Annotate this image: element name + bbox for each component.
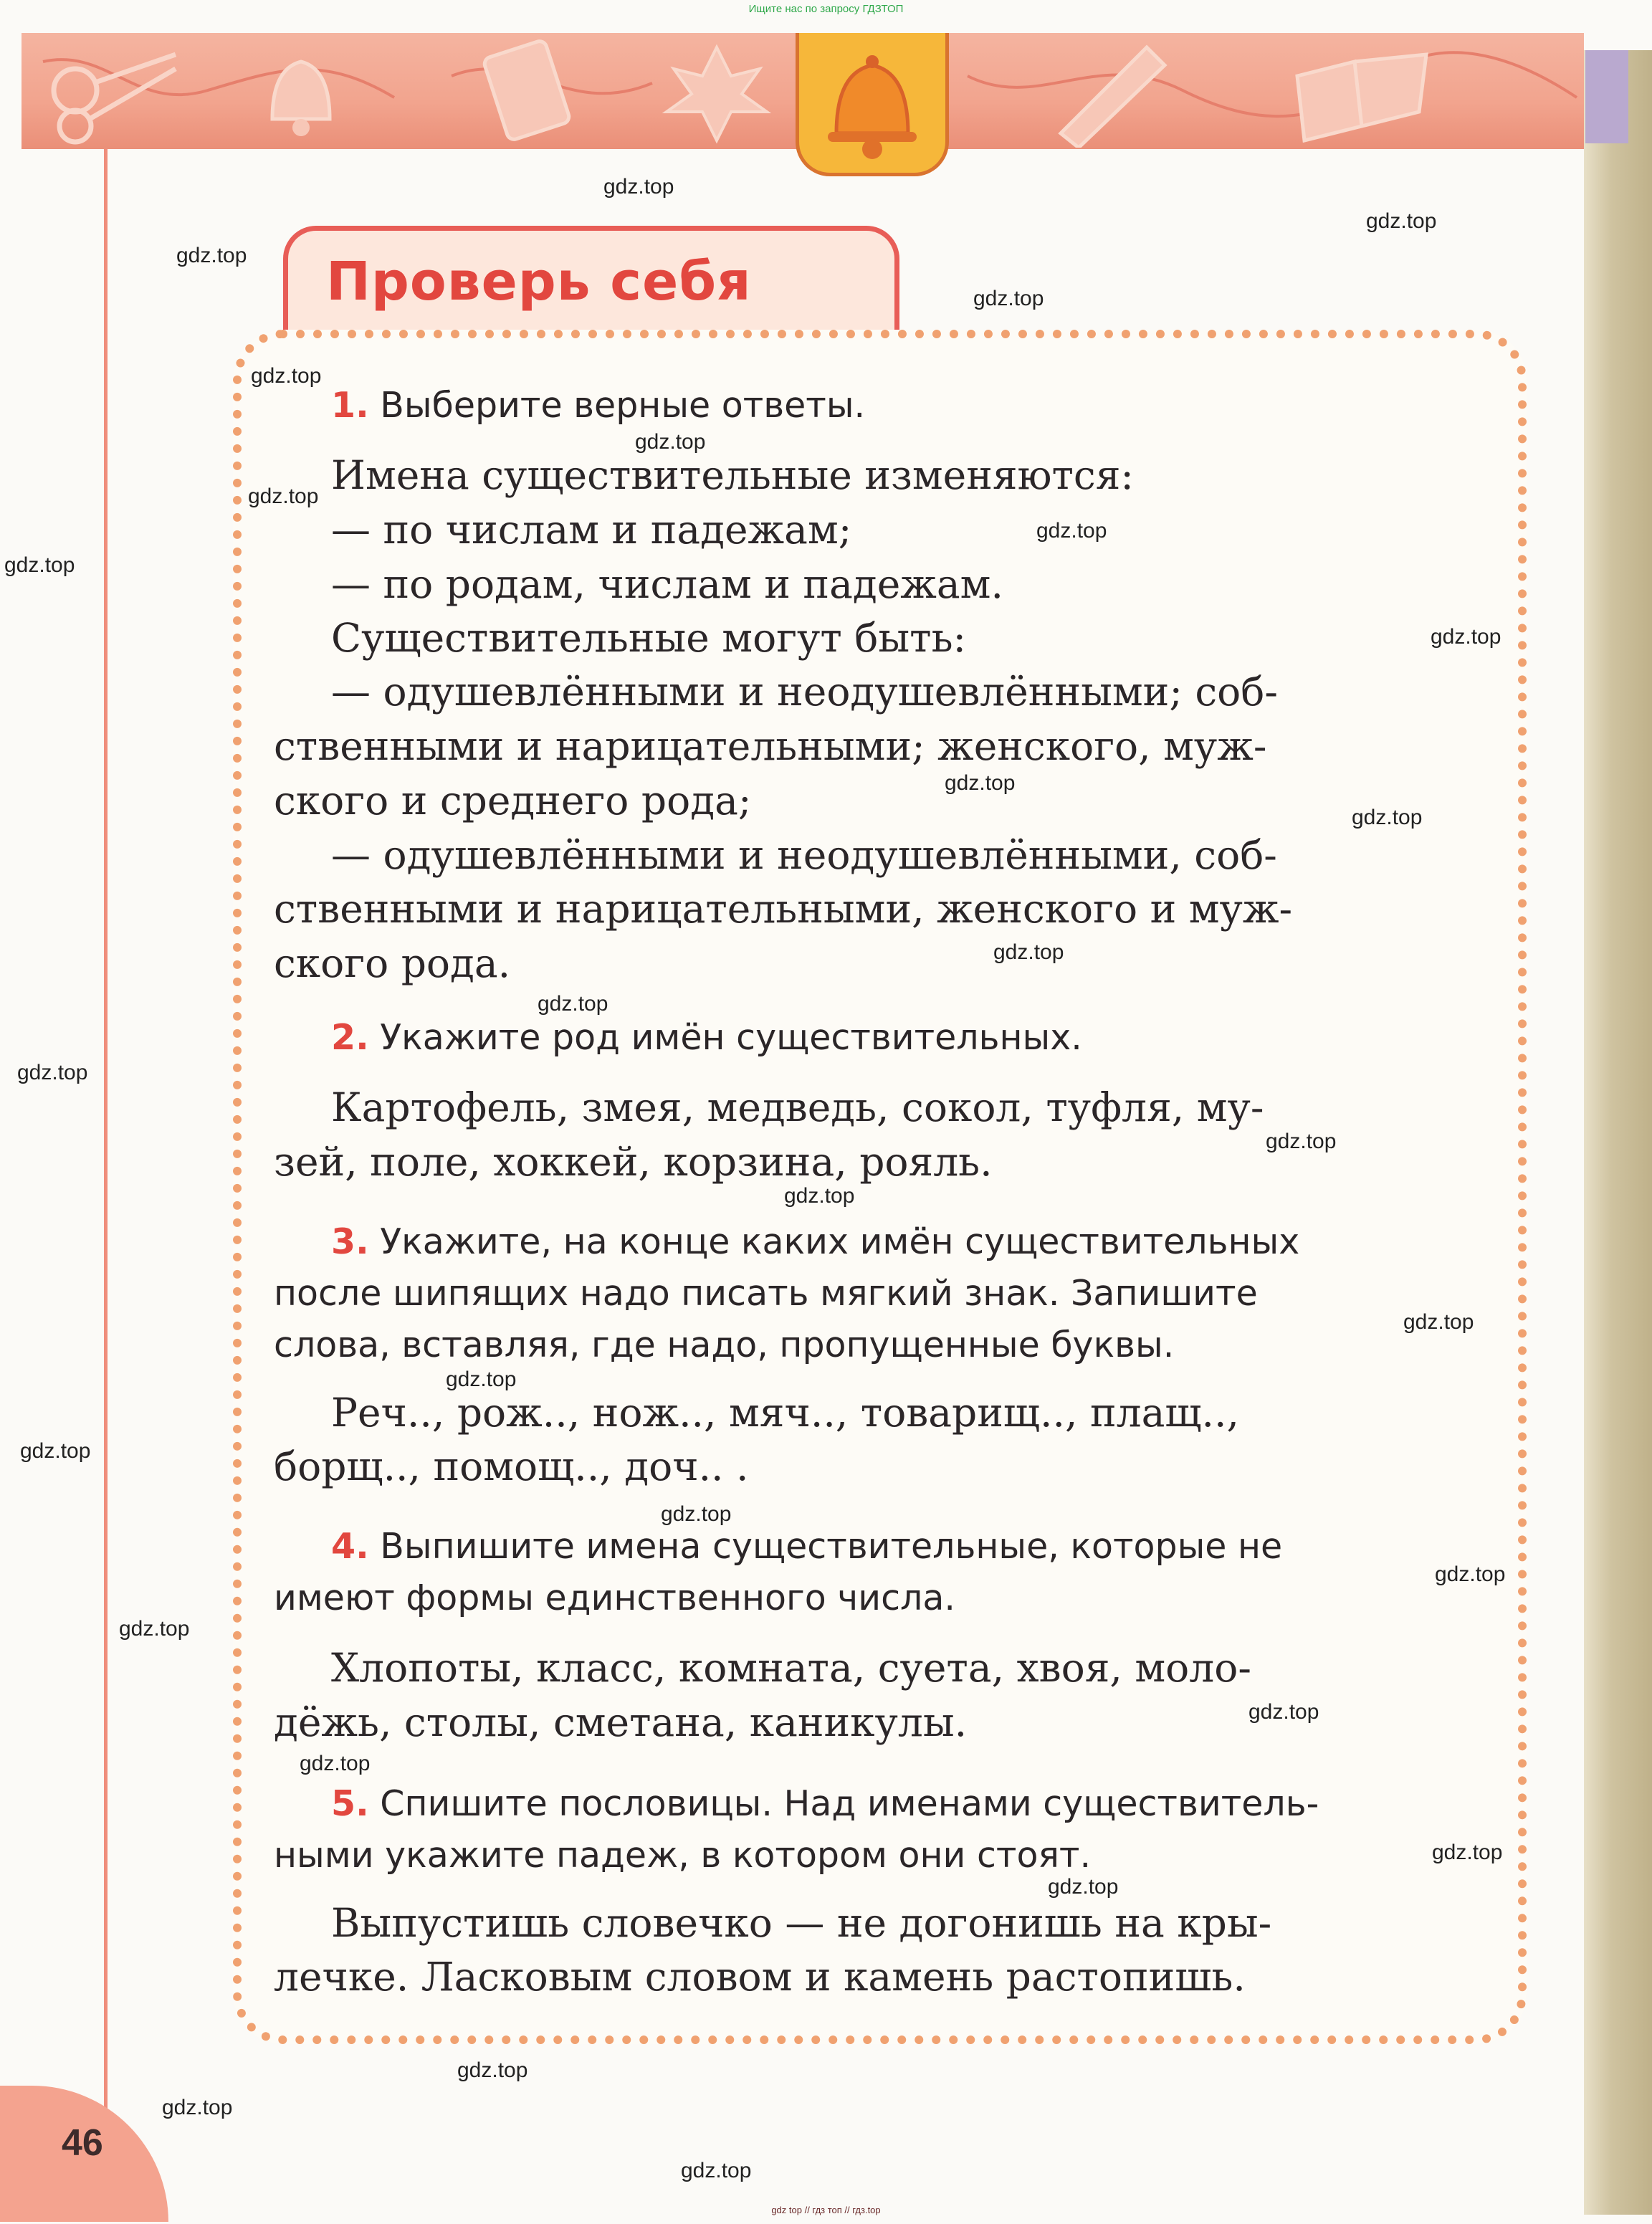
task-instruction: Укажите, на конце каких имён существительных — [380, 1221, 1300, 1262]
watermark: gdz.top — [20, 1439, 91, 1463]
task-1-line: Существительные могут быть: — [331, 615, 967, 661]
task-3-instruction: слова, вставляя, где надо, пропущенные буквы. — [274, 1325, 1175, 1365]
watermark: gdz.top — [1403, 1310, 1474, 1334]
watermark: gdz.top — [538, 992, 608, 1016]
task-1-line: ственными и нарицательными, женского и муж- — [274, 886, 1293, 932]
leaf-icon — [652, 33, 781, 148]
task-3-line: Реч.., рож.., нож.., мяч.., товарищ.., плащ.., — [331, 1390, 1239, 1436]
watermark: gdz.top — [1248, 1700, 1319, 1724]
task-instruction: Спишите пословицы. Над именами существитель- — [380, 1783, 1319, 1824]
task-5-line: Выпустишь словечко — не догонишь на кры- — [331, 1900, 1272, 1946]
watermark: gdz.top — [635, 430, 706, 454]
watermark: gdz.top — [176, 244, 247, 267]
task-1-line: — по родам, числам и падежам. — [331, 561, 1003, 607]
task-3-instruction: после шипящих надо писать мягкий знак. Запишите — [274, 1273, 1258, 1314]
task-4-line: Хлопоты, класс, комната, суета, хвоя, моло- — [331, 1645, 1251, 1691]
watermark: gdz.top — [248, 485, 319, 508]
watermark: gdz.top — [661, 1502, 732, 1526]
page-edge — [1584, 50, 1652, 2215]
task-1-title — [331, 380, 865, 431]
watermark: gdz.top — [457, 2058, 528, 2082]
watermark: gdz.top — [993, 940, 1064, 964]
watermark: gdz.top — [1366, 209, 1437, 233]
task-5-line: лечке. Ласковым словом и камень растопишь. — [274, 1954, 1246, 2000]
pencil-icon — [1039, 33, 1183, 148]
task-5-instruction: ными укажите падеж, в котором они стоят. — [274, 1835, 1092, 1876]
task-1-line: — одушевлёнными и неодушевлёнными; соб- — [331, 669, 1278, 715]
watermark: gdz.top — [119, 1617, 190, 1641]
watermark: gdz.top — [945, 771, 1016, 795]
bell-tab — [796, 33, 949, 176]
task-4-title — [331, 1521, 1282, 1572]
task-2-line: зей, поле, хоккей, корзина, рояль. — [274, 1139, 993, 1185]
task-number: 3. — [331, 1221, 369, 1262]
watermark: gdz.top — [973, 287, 1044, 310]
watermark: gdz.top — [251, 364, 322, 388]
task-1-line: ского рода. — [274, 940, 511, 986]
watermark: gdz.top — [784, 1184, 855, 1208]
task-1-line: ственными и нарицательными; женского, муж- — [274, 723, 1267, 769]
watermark: gdz.top — [1435, 1562, 1506, 1586]
watermark: gdz.top — [300, 1752, 371, 1775]
watermark: gdz.top — [1431, 625, 1501, 649]
task-1-line: — по числам и падежам; — [331, 507, 852, 553]
bell-icon — [799, 33, 945, 169]
watermark: gdz.top — [17, 1061, 88, 1084]
task-4-line: дёжь, столы, сметана, каникулы. — [274, 1699, 968, 1745]
task-1-line: ского и среднего рода; — [274, 778, 752, 824]
watermark: gdz.top — [603, 175, 674, 199]
watermark: gdz.top — [1432, 1841, 1503, 1864]
task-5-title — [331, 1778, 1319, 1830]
scissors-icon — [43, 40, 186, 148]
task-1-line: Имена существительные изменяются: — [331, 452, 1134, 498]
task-1-line: — одушевлёнными и неодушевлёнными, соб- — [331, 832, 1277, 878]
task-number: 5. — [331, 1783, 369, 1824]
top-note: Ищите нас по запросу ГДЗТОП — [748, 3, 904, 15]
bell-icon — [244, 33, 358, 148]
task-3-line: борщ.., помощ.., доч.. . — [274, 1443, 749, 1489]
watermark: gdz.top — [446, 1368, 517, 1391]
task-instruction: Укажите род имён существительных. — [380, 1017, 1082, 1058]
page-edge-tab — [1585, 50, 1628, 143]
watermark: gdz.top — [162, 2096, 233, 2119]
watermark: gdz.top — [681, 2159, 752, 2182]
task-number: 4. — [331, 1526, 369, 1567]
task-instruction: Выберите верные ответы. — [380, 385, 866, 426]
page-title: Проверь себя — [326, 251, 752, 312]
bottom-note: gdz top // гдз топ // гдз.top — [771, 2205, 881, 2215]
margin-line — [104, 149, 108, 2213]
book-icon — [473, 33, 588, 148]
watermark: gdz.top — [1048, 1875, 1119, 1899]
watermark: gdz.top — [4, 553, 75, 577]
task-3-title — [331, 1216, 1299, 1268]
watermark: gdz.top — [1352, 806, 1423, 829]
task-number: 2. — [331, 1017, 369, 1058]
open-book-icon — [1283, 33, 1441, 148]
task-2-line: Картофель, змея, медведь, сокол, туфля, му- — [331, 1084, 1264, 1130]
watermark: gdz.top — [1036, 519, 1107, 543]
task-number: 1. — [331, 385, 369, 426]
task-4-instruction: имеют формы единственного числа. — [274, 1578, 955, 1618]
task-instruction: Выпишите имена существительные, которые не — [380, 1526, 1283, 1567]
page-number: 46 — [62, 2122, 103, 2164]
watermark: gdz.top — [1266, 1130, 1337, 1153]
task-2-title — [331, 1012, 1082, 1064]
